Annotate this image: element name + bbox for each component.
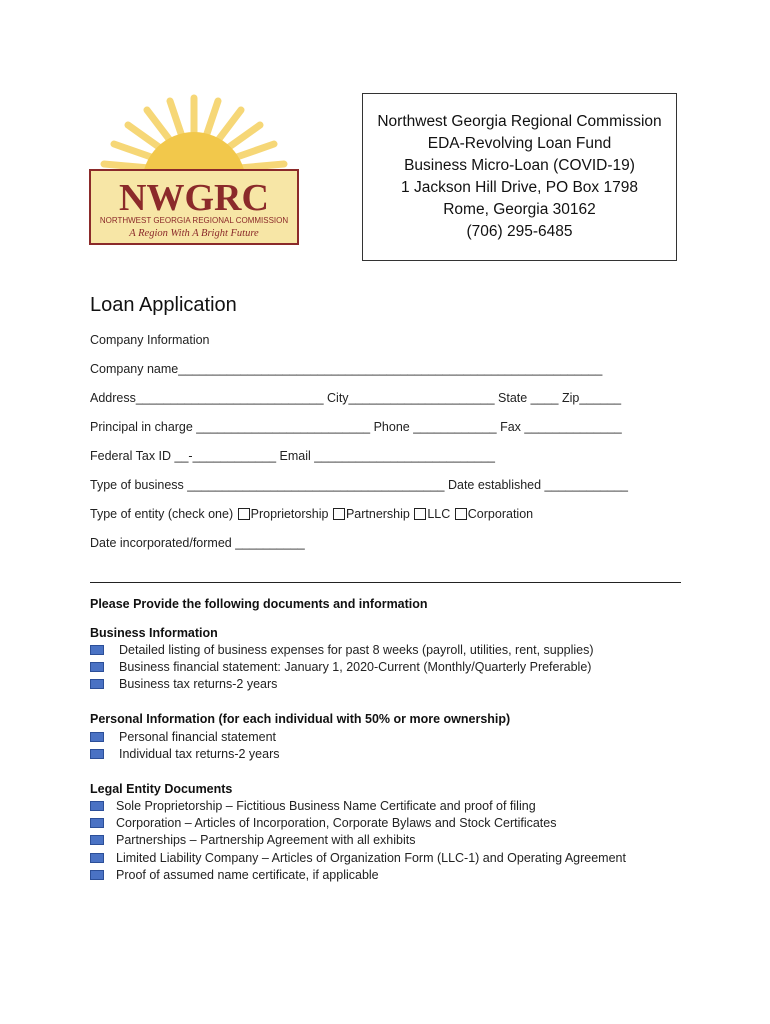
list-item: Individual tax returns-2 years <box>90 745 280 762</box>
list-item: Partnerships – Partnership Agreement with all exhibits <box>90 832 626 849</box>
list-item: Limited Liability Company – Articles of Organization Form (LLC-1) and Operating Agreement <box>90 849 626 866</box>
list-item: Business tax returns-2 years <box>90 676 594 693</box>
logo-full-name: NORTHWEST GEORGIA REGIONAL COMMISSION <box>99 216 289 225</box>
bullet-square-icon <box>90 853 104 863</box>
tax-id-field-line[interactable]: Federal Tax ID __-____________ Email __________________________ <box>90 449 495 463</box>
header-line-street: 1 Jackson Hill Drive, PO Box 1798 <box>401 179 638 196</box>
bullet-square-icon <box>90 801 104 811</box>
company-name-field[interactable]: Company name_____________________________________________________________ <box>90 362 603 376</box>
list-item: Sole Proprietorship – Fictitious Business Name Certificate and proof of filing <box>90 797 626 814</box>
entity-type-row <box>90 507 533 521</box>
entity-option-corporation: Corporation <box>467 507 534 521</box>
business-type-field-line[interactable]: Type of business _____________________________________ Date established ____________ <box>90 478 628 492</box>
header-line-city: Rome, Georgia 30162 <box>443 201 596 218</box>
bullet-square-icon <box>90 645 104 655</box>
partnership-checkbox[interactable] <box>333 508 345 520</box>
entity-option-llc: LLC <box>427 507 451 521</box>
personal-info-heading: Personal Information (for each individual with 50% or more ownership) <box>90 712 511 726</box>
bullet-square-icon <box>90 679 104 689</box>
entity-type-label: Type of entity (check one) <box>90 507 234 521</box>
sun-logo-icon <box>86 92 302 248</box>
bullet-square-icon <box>90 818 104 828</box>
bullet-square-icon <box>90 749 104 759</box>
header-line-org: Northwest Georgia Regional Commission <box>377 113 662 130</box>
llc-checkbox[interactable] <box>414 508 426 520</box>
company-info-label: Company Information <box>90 333 210 347</box>
legal-entity-heading: Legal Entity Documents <box>90 782 233 796</box>
bullet-square-icon <box>90 835 104 845</box>
address-field-line[interactable]: Address___________________________ City_____________________ State ____ Zip______ <box>90 391 622 405</box>
bullet-square-icon <box>90 870 104 880</box>
list-item: Proof of assumed name certificate, if applicable <box>90 867 626 884</box>
header-address-box <box>362 93 677 261</box>
documents-heading: Please Provide the following documents and information <box>90 597 428 611</box>
entity-option-partnership: Partnership <box>345 507 410 521</box>
list-item: Detailed listing of business expenses for past 8 weeks (payroll, utilities, rent, supplies) <box>90 641 594 658</box>
business-info-heading: Business Information <box>90 626 218 640</box>
nwgrc-logo <box>86 92 302 248</box>
principal-field-line[interactable]: Principal in charge _________________________ Phone ____________ Fax ______________ <box>90 420 622 434</box>
list-item: Corporation – Articles of Incorporation, Corporate Bylaws and Stock Certificates <box>90 814 626 831</box>
corporation-checkbox[interactable] <box>455 508 467 520</box>
header-line-phone: (706) 295-6485 <box>466 223 573 240</box>
proprietorship-checkbox[interactable] <box>238 508 250 520</box>
header-line-fund: EDA-Revolving Loan Fund <box>427 135 612 152</box>
entity-option-proprietorship: Proprietorship <box>250 507 329 521</box>
logo-name: NWGRC <box>119 177 269 219</box>
business-docs-list <box>90 641 594 693</box>
list-item: Personal financial statement <box>90 728 280 745</box>
logo-tagline: A Region With A Bright Future <box>129 228 259 239</box>
bullet-square-icon <box>90 662 104 672</box>
header-line-program: Business Micro-Loan (COVID-19) <box>404 157 635 174</box>
bullet-square-icon <box>90 732 104 742</box>
list-item: Business financial statement: January 1, 2020-Current (Monthly/Quarterly Preferable) <box>90 658 594 675</box>
section-divider <box>90 582 681 583</box>
date-incorporated-field-line[interactable]: Date incorporated/formed __________ <box>90 536 305 550</box>
page-title: Loan Application <box>90 294 237 316</box>
personal-docs-list <box>90 728 280 763</box>
legal-docs-list <box>90 797 626 884</box>
